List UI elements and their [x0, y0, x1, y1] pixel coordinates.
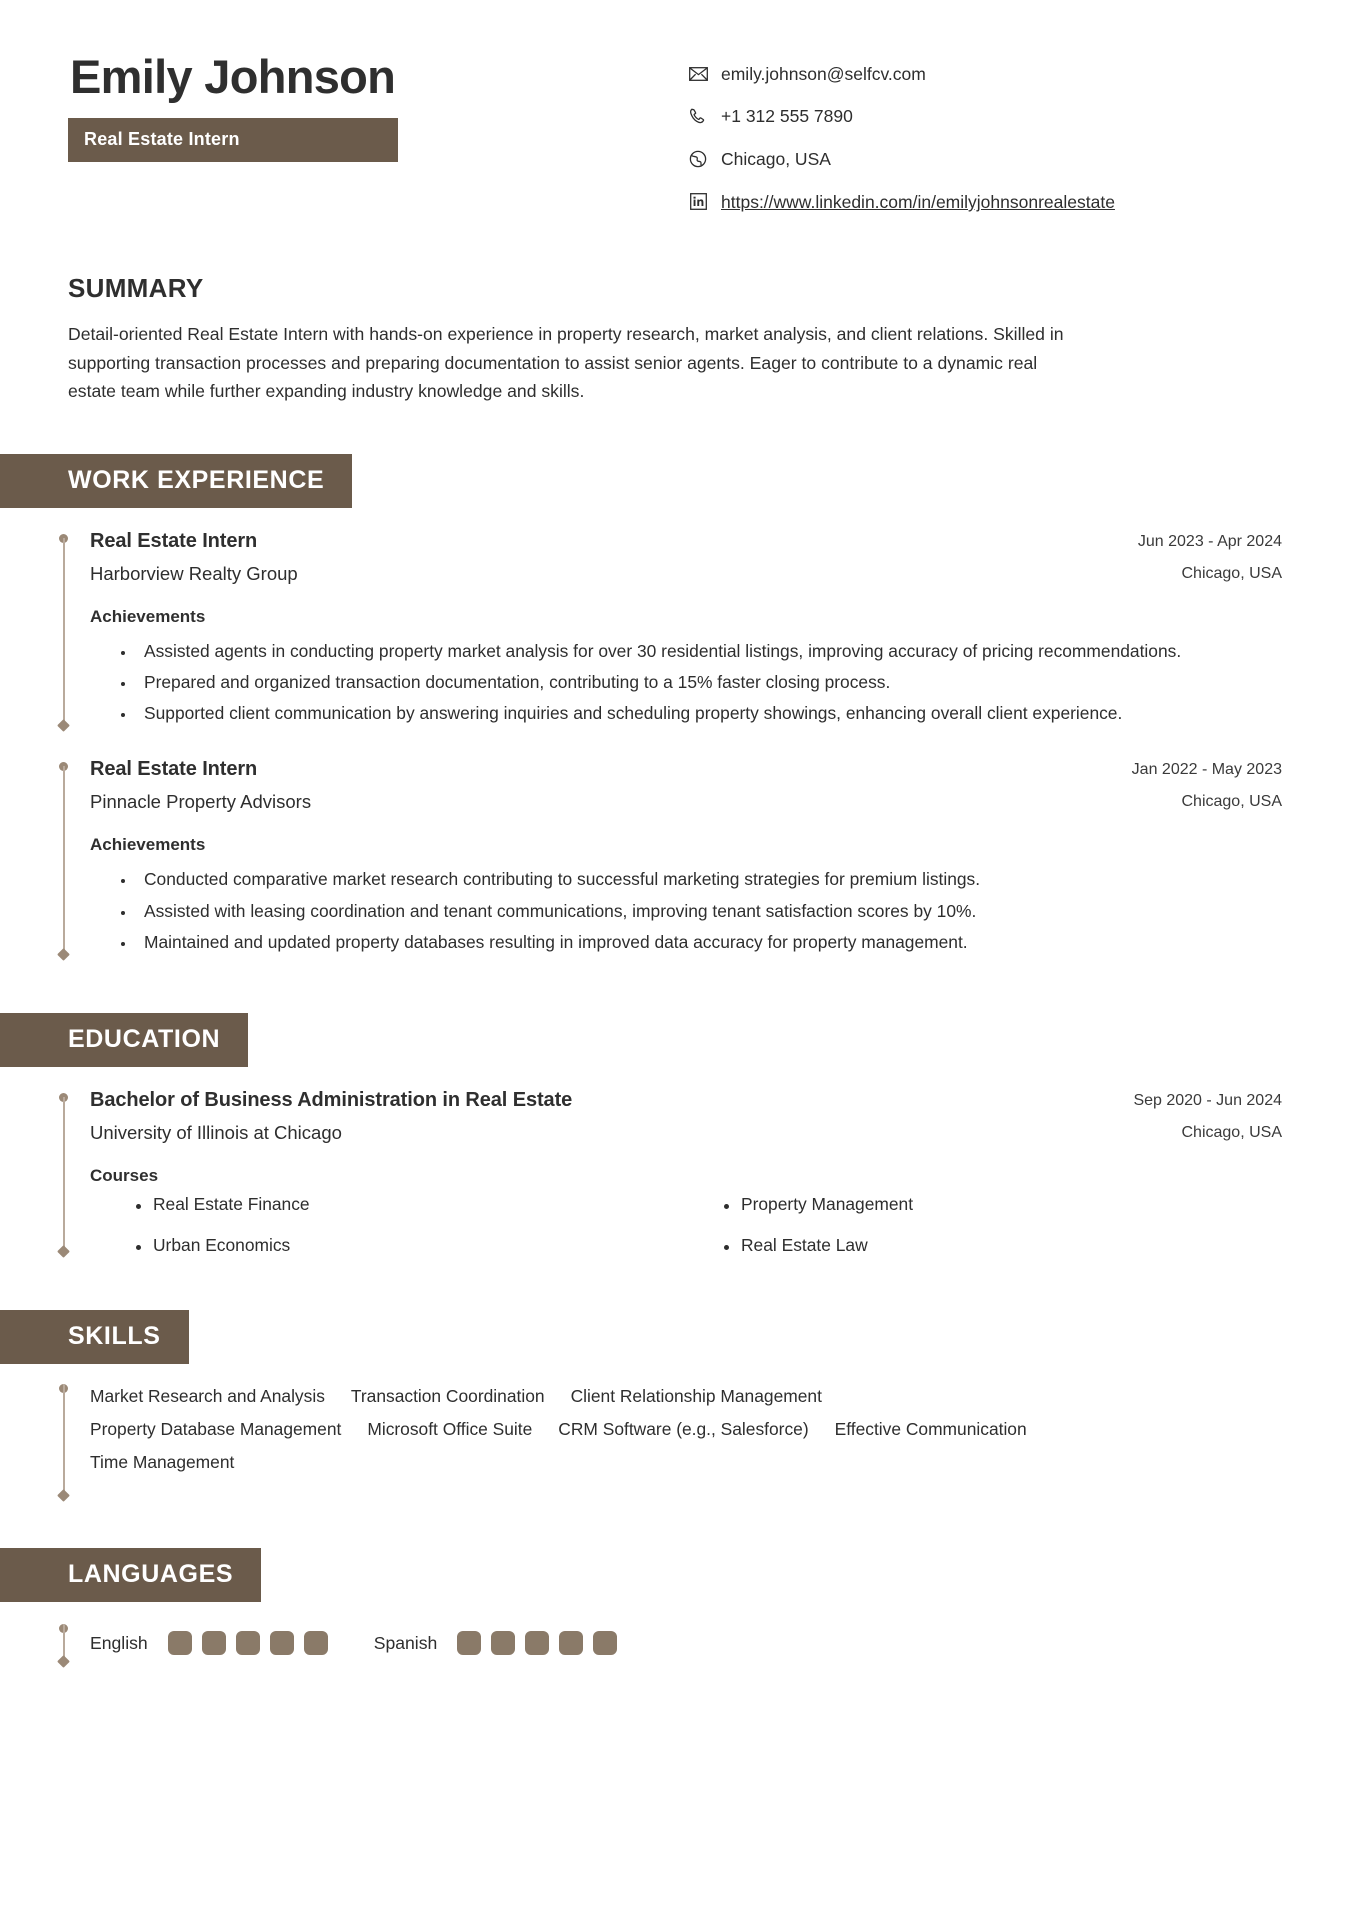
education-banner-wrap: [0, 965, 1350, 1067]
list-item: [136, 1235, 694, 1256]
skill-item: Client Relationship Management: [570, 1386, 822, 1406]
timeline-line: [63, 538, 65, 725]
list-item: • Assisted with leasing coordination and tenant communications, improving tenant satisfaction scores by 10%.: [136, 897, 1282, 925]
timeline-dot-bottom: [57, 720, 70, 733]
language-level-spanish: [457, 1631, 617, 1655]
work-entry-location: Chicago, USA: [1181, 564, 1282, 582]
work-entry-body: [72, 530, 1282, 731]
work-entry-title: Real Estate Intern: [90, 529, 258, 552]
work-entry-title: Real Estate Intern: [90, 758, 258, 781]
work-entry-location: Chicago, USA: [1181, 793, 1282, 811]
languages-list: [72, 1620, 1282, 1666]
role-badge: Real Estate Intern: [68, 118, 398, 162]
work-entry-achievements-label: Achievements: [90, 835, 206, 855]
contact-item-location[interactable]: [688, 147, 1288, 172]
education-entry-head-left: [90, 1089, 1133, 1144]
list-item: • Conducted comparative market research contributing to successful marketing strategies for premium listings.: [136, 865, 1282, 893]
timeline-marker: [56, 758, 72, 959]
education-entries: [0, 1067, 1350, 1262]
education-banner-label: EDUCATION: [68, 1025, 221, 1053]
bullet-icon: [136, 1245, 141, 1250]
language-level-english: [168, 1631, 328, 1655]
work-entry-body: [72, 758, 1282, 959]
work-entry-head-left: [90, 530, 1138, 585]
summary-text: Detail-oriented Real Estate Intern with hands-on experience in property research, market analysis, and client relations. Skilled in supporting transaction processes and preparing documentation to assist senior agents. Eager to contribute to a dynamic real estate team while further expanding industry knowledge and skills.: [68, 324, 1064, 402]
timeline-dot-bottom: [57, 1489, 70, 1502]
list-item: • Supported client communication by answering inquiries and scheduling property showings, enhancing overall client experience.: [136, 699, 1282, 727]
timeline-dot-bottom: [57, 1245, 70, 1258]
timeline-marker: [56, 1089, 72, 1256]
skills-banner: [0, 1310, 189, 1364]
bullet-icon: [724, 1245, 729, 1250]
skill-item: Microsoft Office Suite: [367, 1419, 533, 1440]
education-entry-degree: Bachelor of Business Administration in Real Estate: [90, 1089, 573, 1111]
language-item-english: [90, 1631, 328, 1655]
education-entry-date: Sep 2020 - Jun 2024: [1133, 1092, 1282, 1109]
education-banner: [0, 1013, 248, 1067]
languages-banner-wrap: [0, 1500, 1350, 1602]
contact-phone-text: +1 312 555 7890: [721, 106, 853, 127]
work-entry-organization: Pinnacle Property Advisors: [90, 791, 312, 813]
header-identity: [68, 52, 688, 162]
contact-item-email[interactable]: [688, 62, 1288, 87]
education-entry-location: Chicago, USA: [1181, 1124, 1282, 1141]
skill-item: Property Database Management: [90, 1419, 342, 1440]
timeline-dot-bottom: [57, 1655, 70, 1668]
skills-section: [0, 1364, 1350, 1500]
languages-section: [0, 1602, 1350, 1666]
language-level-square: [559, 1631, 583, 1655]
work-entry-head: [90, 758, 1282, 813]
bullet-icon: [136, 1204, 141, 1209]
work-entry-organization: Harborview Realty Group: [90, 562, 298, 584]
work-entry-head: [90, 530, 1282, 585]
skill-item: Transaction Coordination: [350, 1386, 545, 1406]
work-entry-achievements-list: [90, 865, 1282, 956]
timeline-marker: [56, 1380, 72, 1500]
timeline-line: [63, 1097, 65, 1250]
skill-item: CRM Software (e.g., Salesforce): [558, 1419, 809, 1440]
course-label: Urban Economics: [153, 1235, 291, 1255]
languages-banner: [0, 1548, 261, 1602]
education-entry-head: [90, 1089, 1282, 1144]
contact-email-text: emily.johnson@selfcv.com: [721, 64, 926, 84]
education-entry: [56, 1067, 1282, 1262]
skills-body: [72, 1380, 1282, 1500]
bullet-icon: [724, 1204, 729, 1209]
course-label: Real Estate Finance: [153, 1194, 310, 1214]
list-item: • Prepared and organized transaction documentation, contributing to a 15% faster closing process.: [136, 668, 1282, 696]
list-item: [724, 1235, 1282, 1256]
resume-header: [0, 0, 1350, 215]
language-level-square: [525, 1631, 549, 1655]
work-entry-head-right: [1132, 758, 1282, 811]
list-item: [724, 1194, 1282, 1215]
page-title: Emily Johnson: [70, 50, 396, 103]
work-entry: [56, 508, 1282, 737]
timeline-marker: [56, 530, 72, 731]
work-entry-date: Jan 2022 - May 2023: [1131, 761, 1282, 779]
work-entry: [56, 736, 1282, 965]
work-experience-banner-wrap: [0, 406, 1350, 508]
language-level-square: [168, 1631, 192, 1655]
course-label: Real Estate Law: [741, 1235, 868, 1255]
phone-icon: [688, 106, 708, 126]
education-entry-institution: University of Illinois at Chicago: [90, 1122, 342, 1143]
globe-icon: [688, 149, 708, 169]
work-entry-achievements-list: [90, 637, 1282, 728]
language-level-square: [593, 1631, 617, 1655]
education-entry-body: [72, 1089, 1282, 1256]
skills-banner-wrap: [0, 1262, 1350, 1364]
language-level-square: [236, 1631, 260, 1655]
work-entry-date: Jun 2023 - Apr 2024: [1137, 532, 1282, 550]
language-item-spanish: [374, 1631, 618, 1655]
work-entry-head-right: [1138, 530, 1282, 583]
linkedin-icon: [688, 191, 708, 211]
work-experience-banner-label: WORK EXPERIENCE: [68, 465, 325, 494]
language-label: Spanish: [373, 1632, 438, 1653]
languages-banner-label: LANGUAGES: [68, 1560, 234, 1588]
education-entry-head-right: [1133, 1089, 1282, 1142]
skill-item: Time Management: [90, 1452, 235, 1473]
timeline-dot-bottom: [57, 948, 70, 961]
list-item: [136, 1194, 694, 1215]
language-level-square: [202, 1631, 226, 1655]
summary-heading: SUMMARY: [68, 273, 204, 304]
contact-item-linkedin[interactable]: [688, 189, 1288, 215]
language-level-square: [457, 1631, 481, 1655]
education-courses-label: Courses: [90, 1166, 159, 1185]
contact-location-text: Chicago, USA: [721, 148, 831, 169]
language-level-square: [270, 1631, 294, 1655]
summary-section: [0, 215, 1350, 406]
skill-item: Effective Communication: [834, 1419, 1027, 1440]
list-item: • Maintained and updated property databases resulting in improved data accuracy for property management.: [136, 928, 1282, 956]
skills-banner-label: SKILLS: [68, 1322, 161, 1350]
email-icon: [688, 64, 708, 84]
contact-item-phone[interactable]: [688, 104, 1288, 129]
timeline-line: [63, 766, 65, 953]
language-level-square: [491, 1631, 515, 1655]
skill-item: Market Research and Analysis: [90, 1386, 325, 1406]
work-entry-achievements-label: Achievements: [90, 606, 206, 626]
timeline-marker: [56, 1620, 72, 1666]
language-label: English: [90, 1632, 148, 1653]
list-item: • Assisted agents in conducting property market analysis for over 30 residential listings, improving accuracy of pricing recommendations.: [136, 637, 1282, 665]
course-label: Property Management: [741, 1194, 914, 1214]
work-entry-head-left: [90, 758, 1132, 813]
skills-list: [90, 1380, 1090, 1479]
language-level-square: [304, 1631, 328, 1655]
work-experience-entries: [0, 508, 1350, 965]
education-courses-list: [90, 1194, 1282, 1256]
work-experience-banner: [0, 454, 352, 508]
contact-linkedin-link[interactable]: https://www.linkedin.com/in/emilyjohnsonrealestate: [721, 192, 1115, 213]
timeline-line: [63, 1384, 65, 1498]
contact-list: [688, 52, 1288, 215]
